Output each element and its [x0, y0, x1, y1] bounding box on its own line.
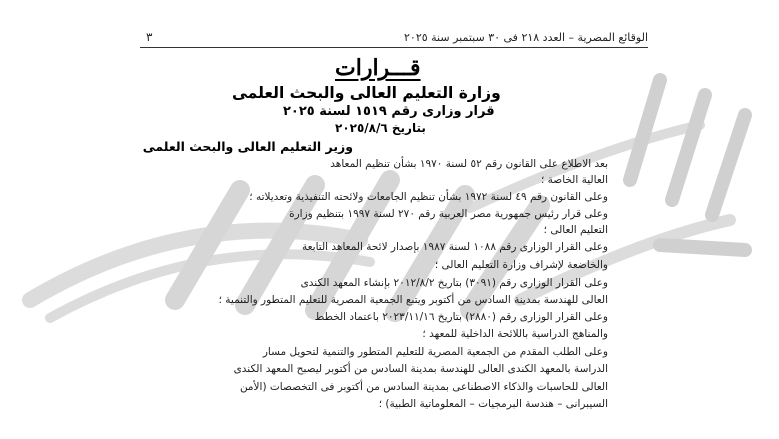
body-line: وعلى القانون رقم ٤٩ لسنة ١٩٧٢ بشأن تنظيم الجامعات ولائحته التنفيذية وتعديلاته ؛ [249, 191, 608, 203]
watermark-stroke [672, 95, 705, 200]
body-line: وعلى القرار الوزارى رقم (٣٠٩١) بتاريخ ٢٠١٢/٨/٢ بإنشاء المعهد الكندى [300, 277, 608, 289]
decree-date: بتاريخ ٢٠٢٥/٨/٦ [335, 121, 426, 135]
body-line: وعلى قرار رئيس جمهورية مصر العربية رقم ٢٧٠ لسنة ١٩٩٧ بتنظيم وزارة [289, 208, 608, 220]
body-line: وعلى الطلب المقدم من الجمعية المصرية للتعليم المتطور والتنمية لتحويل مسار [262, 346, 608, 358]
header-rule [140, 47, 648, 48]
watermark-stroke [712, 115, 745, 215]
body-line: الدراسة بالمعهد الكندى العالى للهندسة بمدينة السادس من أكتوبر ليصبح المعهد الكندى [233, 363, 608, 375]
body-line: والخاضعة لإشراف وزارة التعليم العالى ؛ [434, 259, 608, 271]
body-line: العالى للحاسبات والذكاء الاصطناعى بمدينة السادس من أكتوبر فى التخصصات (الأمن [239, 381, 608, 393]
body-line: العالية الخاصة ؛ [540, 174, 608, 186]
running-header-title: الوقائع المصرية – العدد ٢١٨ فى ٣٠ سبتمبر سنة ٢٠٢٥ [404, 31, 648, 44]
running-header [140, 29, 648, 47]
body-line: السيبرانى – هندسة البرمجيات – المعلوماتية الطبية) ؛ [378, 398, 608, 410]
body-line: التعليم العالى ؛ [543, 224, 608, 236]
issuing-authority: وزير التعليم العالى والبحث العلمى [142, 139, 353, 154]
body-line: وعلى القرار الوزارى رقم ١٠٨٨ لسنة ١٩٨٧ بإصدار لائحة المعاهد التابعة [301, 241, 608, 253]
body-line: العالى للهندسة بمدينة السادس من أكتوبر ويتبع الجمعية المصرية للتعليم المتطور والتنمية ؛ [218, 294, 608, 306]
ministry-name: وزارة التعليم العالى والبحث العلمى [232, 84, 501, 102]
body-line: وعلى القرار الوزارى رقم (٢٨٨٠) بتاريخ ٢٠٢٣/١١/١٦ باعتماد الخطط [314, 311, 608, 323]
body-line: بعد الاطلاع على القانون رقم ٥٢ لسنة ١٩٧٠ بشأن تنظيم المعاهد [330, 158, 608, 170]
watermark-stroke [660, 245, 745, 250]
watermark-stroke [630, 80, 660, 180]
decree-number: قرار وزارى رقم ١٥١٩ لسنة ٢٠٢٥ [283, 104, 495, 119]
body-line: والمناهج الدراسية باللائحة الداخلية للمعهد ؛ [422, 328, 608, 340]
section-title: قـــرارات [335, 55, 421, 81]
page-number: ٣ [146, 30, 153, 44]
